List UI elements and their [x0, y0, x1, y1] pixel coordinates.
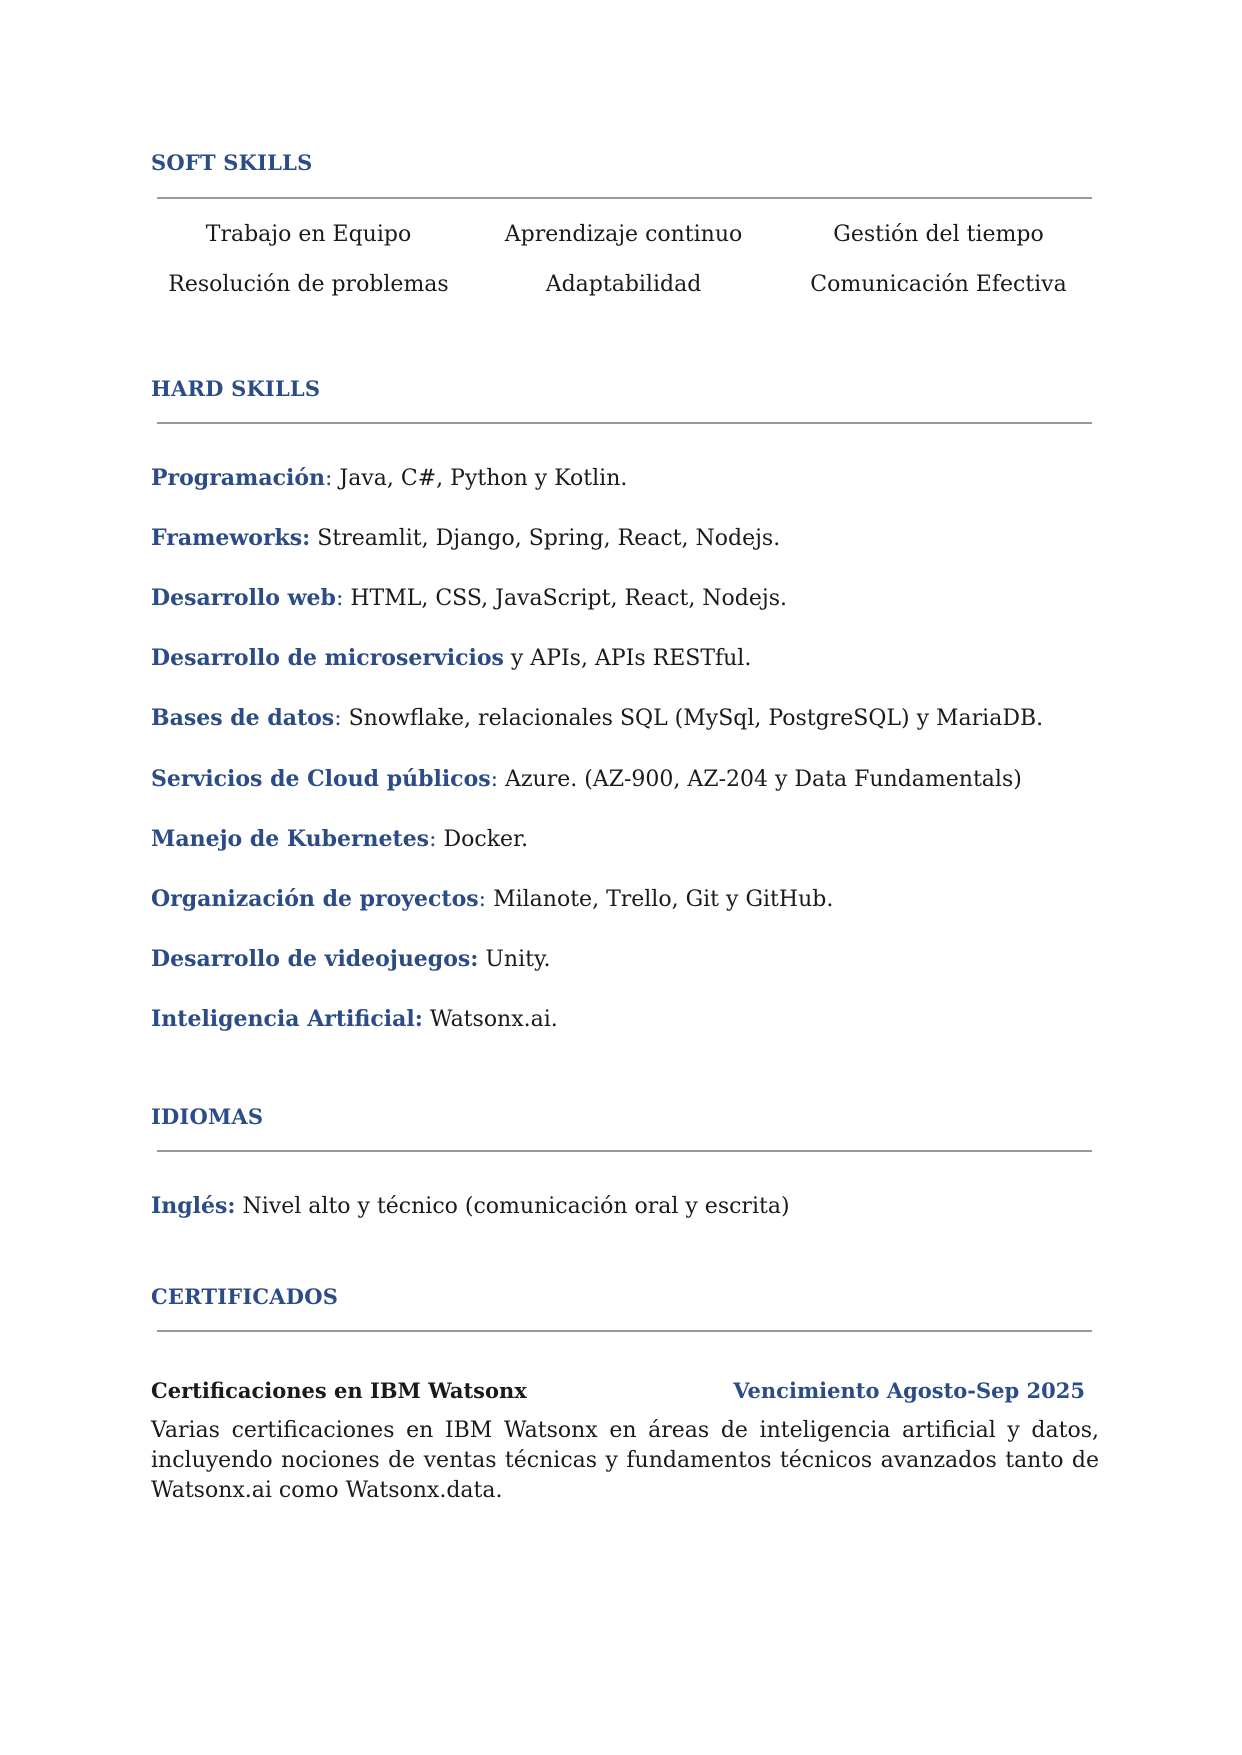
hard-skill-item: [151, 1006, 558, 1032]
certificate-description: Varias certificaciones en IBM Watsonx en áreas de inteligencia artificial y datos, incluyendo nociones de ventas técnicas y fundamentos técnicos avanzados tanto de Watsonx.ai como Watsonx.data.: [151, 1418, 1099, 1503]
hard-skill-label: Servicios de Cloud públicos: [151, 766, 491, 792]
hard-skill-separator: :: [478, 887, 487, 912]
hard-skill-label: Programación: [151, 465, 325, 491]
hard-skill-value: y APIs, APIs RESTful.: [503, 646, 752, 671]
hard-skill-item: [151, 766, 1022, 792]
hard-skill-item: [151, 946, 550, 972]
hard-skill-label: Desarrollo de videojuegos:: [151, 946, 479, 972]
soft-skills-divider: [157, 197, 1092, 199]
hard-skill-item: [151, 826, 528, 852]
hard-skill-separator: :: [335, 586, 344, 611]
certificate-expiry: Vencimiento Agosto-Sep 2025: [733, 1378, 1085, 1403]
hard-skill-separator: :: [490, 767, 499, 792]
hard-skills-divider: [157, 422, 1092, 424]
hard-skill-label: Desarrollo web: [151, 585, 336, 611]
soft-skill: Gestión del tiempo: [833, 222, 1044, 247]
hard-skill-value: Milanote, Trello, Git y GitHub.: [486, 887, 834, 912]
soft-skills-heading: SOFT SKILLS: [151, 150, 313, 175]
hard-skill-value: Docker.: [436, 827, 529, 852]
soft-skill: Comunicación Efectiva: [810, 272, 1067, 297]
hard-skill-value: Streamlit, Django, Spring, React, Nodejs.: [310, 526, 781, 551]
hard-skill-separator: :: [325, 466, 333, 491]
hard-skill-item: [151, 705, 1043, 731]
soft-skills-row: [151, 272, 1096, 297]
idiomas-heading: IDIOMAS: [151, 1104, 264, 1129]
certificados-heading: CERTIFICADOS: [151, 1284, 339, 1309]
soft-skill: Resolución de problemas: [168, 272, 449, 297]
hard-skill-item: [151, 886, 833, 912]
hard-skill-item: [151, 525, 780, 551]
hard-skill-value: Java, C#, Python y Kotlin.: [332, 466, 628, 491]
hard-skill-label: Inteligencia Artificial:: [151, 1006, 423, 1032]
hard-skills-heading: HARD SKILLS: [151, 376, 321, 401]
hard-skill-value: Watsonx.ai.: [422, 1007, 558, 1032]
hard-skill-item: [151, 645, 751, 671]
soft-skill: Adaptabilidad: [545, 272, 702, 297]
hard-skill-separator: :: [334, 706, 342, 731]
language-value: Nivel alto y técnico (comunicación oral y escrita): [235, 1194, 790, 1219]
hard-skill-value: Snowflake, relacionales SQL (MySql, PostgreSQL) y MariaDB.: [341, 706, 1044, 731]
soft-skill: Trabajo en Equipo: [205, 222, 412, 247]
hard-skill-label: Manejo de Kubernetes: [151, 826, 430, 852]
hard-skill-value: HTML, CSS, JavaScript, React, Nodejs.: [343, 586, 788, 611]
soft-skill: Aprendizaje continuo: [504, 222, 743, 247]
hard-skill-value: Azure. (AZ-900, AZ-204 y Data Fundamentals): [498, 767, 1022, 792]
certificados-divider: [157, 1330, 1092, 1332]
hard-skill-label: Desarrollo de microservicios: [151, 645, 504, 671]
hard-skill-value: Unity.: [478, 947, 551, 972]
idiomas-divider: [157, 1150, 1092, 1152]
language-label: Inglés:: [151, 1193, 236, 1219]
hard-skill-item: [151, 585, 787, 611]
hard-skill-separator: :: [429, 827, 437, 852]
hard-skill-label: Organización de proyectos: [151, 886, 479, 912]
soft-skills-row: [151, 222, 1096, 247]
language-item: [151, 1193, 790, 1219]
certificate-name: Certificaciones en IBM Watsonx: [151, 1378, 527, 1403]
hard-skill-label: Frameworks:: [151, 525, 311, 551]
hard-skill-label: Bases de datos: [151, 705, 335, 731]
hard-skill-item: [151, 465, 627, 491]
